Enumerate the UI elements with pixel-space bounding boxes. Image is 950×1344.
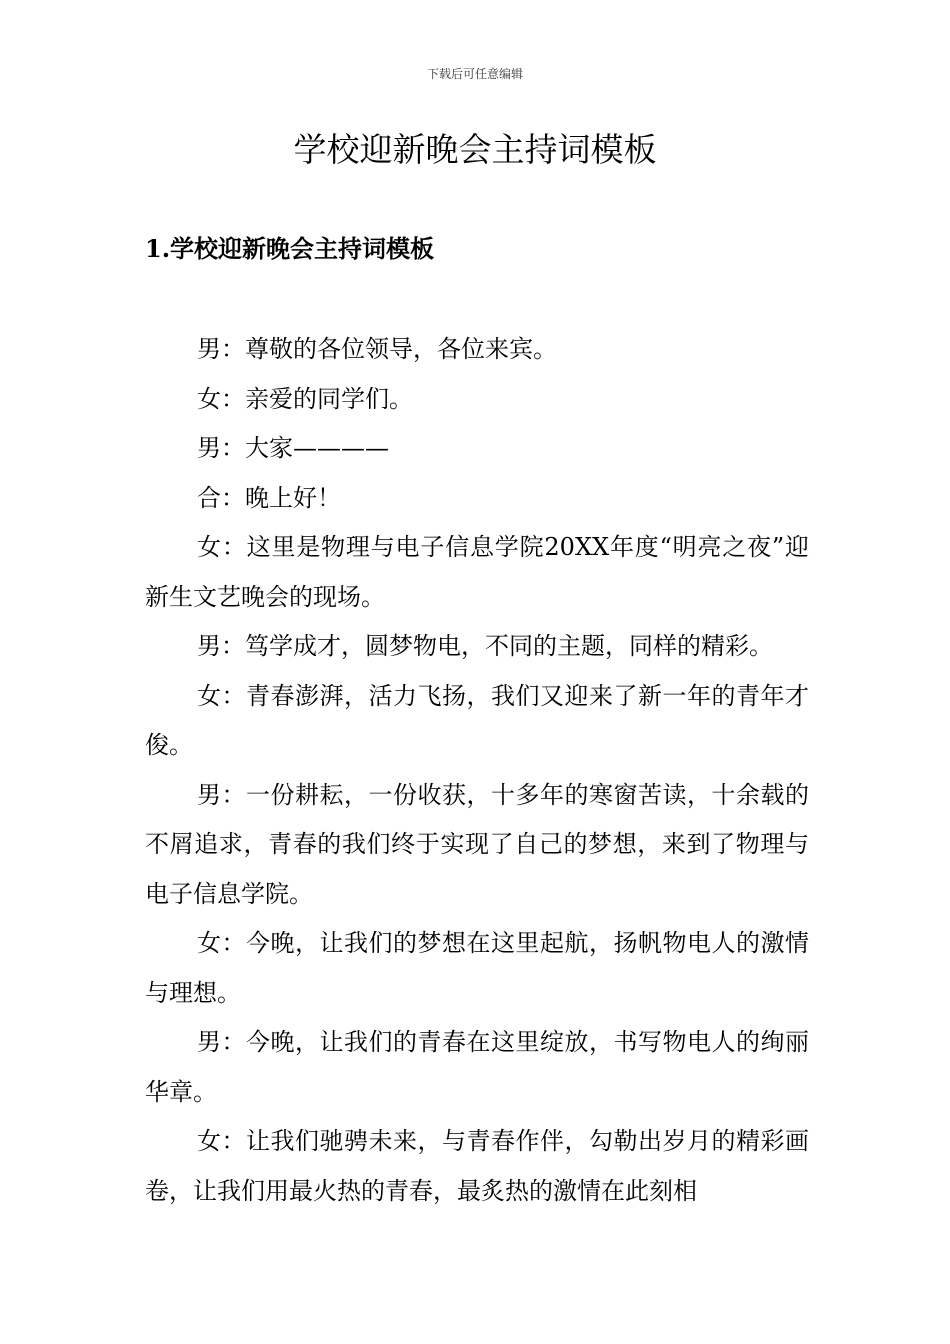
paragraph: 女：这里是物理与电子信息学院20XX年度“明亮之夜”迎新生文艺晚会的现场。 bbox=[145, 533, 809, 611]
paragraph: 男：大家———— bbox=[197, 434, 389, 462]
section-heading: 1.学校迎新晚会主持词模板 bbox=[145, 234, 435, 263]
paragraph: 女：青春澎湃，活力飞扬，我们又迎来了新一年的青年才俊。 bbox=[145, 681, 809, 759]
paragraph: 女：亲爱的同学们。 bbox=[197, 384, 413, 413]
header-note: 下载后可任意编辑 bbox=[426, 67, 523, 81]
paragraph: 男：一份耕耘，一份收获，十多年的寒窗苦读，十余载的不屑追求，青春的我们终于实现了自己的梦想，来到了物理与电子信息学院。 bbox=[145, 780, 809, 908]
paragraph: 男：尊敬的各位领导，各位来宾。 bbox=[197, 335, 557, 363]
paragraph: 女：今晚，让我们的梦想在这里起航，扬帆物电人的激情与理想。 bbox=[145, 929, 809, 1007]
document-body bbox=[145, 325, 809, 1216]
paragraph: 女：让我们驰骋未来，与青春作伴，勾勒出岁月的精彩画卷，让我们用最火热的青春，最炙热的激情在此刻相 bbox=[145, 1127, 809, 1205]
document-title: 学校迎新晚会主持词模板 bbox=[293, 130, 657, 169]
paragraph: 男：今晚，让我们的青春在这里绽放，书写物电人的绚丽华章。 bbox=[145, 1028, 809, 1106]
paragraph: 合：晚上好！ bbox=[197, 483, 341, 512]
paragraph: 男：笃学成才，圆梦物电，不同的主题，同样的精彩。 bbox=[197, 632, 773, 660]
